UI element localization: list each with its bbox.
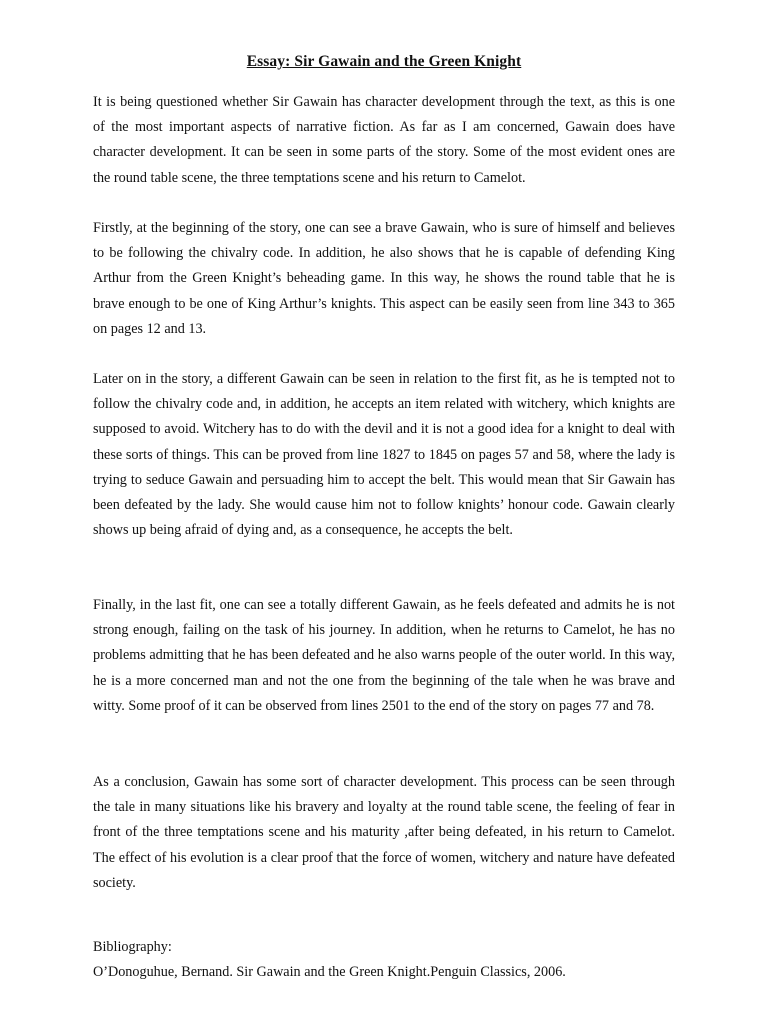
paragraph-conclusion: As a conclusion, Gawain has some sort of character development. This process can be seen through the tale in many situations like his bravery and loyalty at the round table scene, the feeling of fear in front of the three temptations scene and his maturity ,after being defeated, in his return to Camelot. The effect of his evolution is a clear proof that the force of women, witchery and nature have defeated society. xyxy=(93,774,675,891)
bibliography-entry: O’Donoguhue, Bernand. Sir Gawain and the Green Knight.Penguin Classics, 2006. xyxy=(93,964,566,980)
paragraph-firstly: Firstly, at the beginning of the story, one can see a brave Gawain, who is sure of himself and believes to be following the chivalry code. In addition, he also shows that he is capable of defending King Arthur from the Green Knight’s beheading game. In this way, he shows the round table that he is brave enough to be one of King Arthur’s knights. This aspect can be easily seen from line 343 to 365 on pages 12 and 13. xyxy=(93,220,675,337)
paragraph-later: Later on in the story, a different Gawain can be seen in relation to the first fit, as he is tempted not to follow the chivalry code and, in addition, he accepts an item related with witchery, which knights are supposed to avoid. Witchery has to do with the devil and it is not a good idea for a knight to deal with these sorts of things. This can be proved from line 1827 to 1845 on pages 57 and 58, where the lady is trying to seduce Gawain and persuading him to accept the belt. This would mean that Sir Gawain has been defeated by the lady. She would cause him not to follow knights’ honour code. Gawain clearly shows up being afraid of dying and, as a consequence, he accepts the belt. xyxy=(93,371,675,539)
essay-title: Essay: Sir Gawain and the Green Knight xyxy=(246,53,522,70)
paragraph-finally: Finally, in the last fit, one can see a totally different Gawain, as he feels defeated and admits he is not strong enough, failing on the task of his journey. In addition, when he returns to Camelot, he has no problems admitting that he has been defeated and he also warns people of the outer world. In this way, he is a more concerned man and not the one from the beginning of the tale when he was brave and witty. Some proof of it can be observed from lines 2501 to the end of the story on pages 77 and 78. xyxy=(93,597,675,714)
paragraph-introduction: It is being questioned whether Sir Gawain has character development through the text, as this is one of the most important aspects of narrative fiction. As far as I am concerned, Gawain does have character development. It can be seen in some parts of the story. Some of the most evident ones are the round table scene, the three temptations scene and his return to Camelot. xyxy=(93,94,675,186)
bibliography-heading: Bibliography: xyxy=(93,939,172,955)
